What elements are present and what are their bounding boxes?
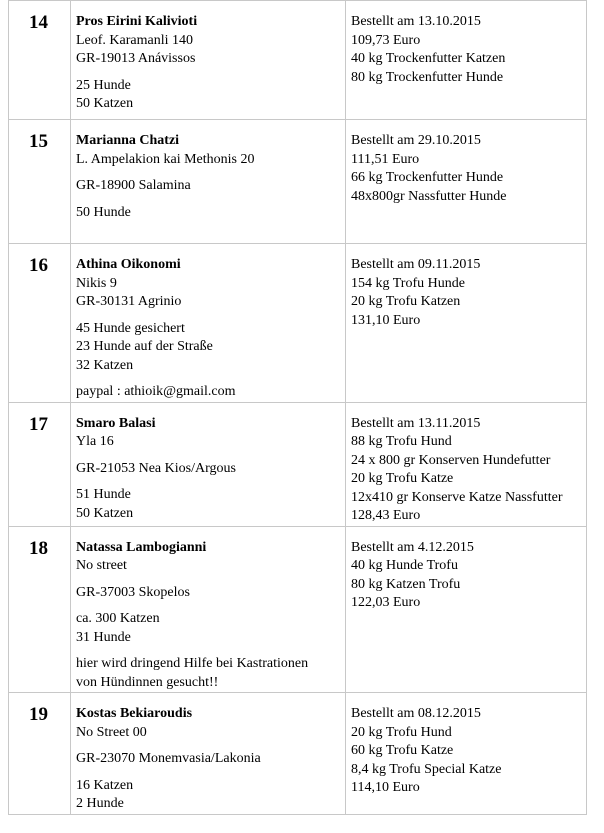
contact-name: Kostas Bekiaroudis	[76, 706, 193, 721]
entry-number: 15	[29, 131, 48, 152]
order-date: Bestellt am 08.12.2015	[351, 706, 481, 721]
street: L. Ampelakion kai Methonis 20	[76, 151, 255, 167]
order-line: 114,10 Euro	[351, 780, 420, 795]
entry-number: 19	[29, 704, 48, 725]
order-date: Bestellt am 4.12.2015	[351, 539, 474, 555]
order-cell	[346, 526, 587, 693]
address-cell	[71, 526, 346, 693]
animal-count: 32 Katzen	[76, 357, 134, 373]
paypal-note: paypal : athioik@gmail.com	[76, 384, 236, 399]
order-line: 154 kg Trofu Hunde	[351, 275, 465, 291]
entry-number: 16	[29, 255, 48, 276]
order-cell	[346, 1, 587, 120]
street: Leof. Karamanli 140	[76, 32, 194, 48]
order-line: 60 kg Trofu Katze	[351, 743, 454, 758]
entry-number-cell	[9, 402, 71, 526]
city: GR-18900 Salamina	[76, 178, 191, 193]
order-cell	[346, 693, 587, 815]
animal-count: 50 Katzen	[76, 505, 134, 521]
order-date: Bestellt am 09.11.2015	[351, 257, 481, 272]
animal-count: 16 Katzen	[76, 777, 134, 793]
help-note: von Hündinnen gesucht!!	[76, 674, 219, 690]
address-cell	[71, 1, 346, 120]
animal-count: ca. 300 Katzen	[76, 611, 160, 626]
animal-count: 50 Katzen	[76, 96, 134, 111]
street: Yla 16	[76, 434, 114, 449]
entry-number: 14	[29, 12, 48, 33]
entry-number: 17	[29, 413, 48, 435]
order-line: 8,4 kg Trofu Special Katze	[351, 761, 502, 777]
animal-count: 45 Hunde gesichert	[76, 320, 185, 336]
city: GR-23070 Monemvasia/Lakonia	[76, 751, 261, 766]
order-line: 12x410 gr Konserve Katze Nassfutter	[351, 489, 563, 505]
order-cell	[346, 244, 587, 403]
order-cell	[346, 120, 587, 244]
contact-name: Pros Eirini Kalivioti	[76, 14, 198, 29]
table-row	[9, 1, 587, 120]
table-row	[9, 244, 587, 403]
contact-name: Marianna Chatzi	[76, 133, 180, 148]
order-line: 40 kg Trockenfutter Katzen	[351, 51, 506, 66]
table-row	[9, 693, 587, 815]
address-cell	[71, 693, 346, 815]
address-cell	[71, 120, 346, 244]
contact-name: Athina Oikonomi	[76, 257, 181, 272]
animal-count: 31 Hunde	[76, 629, 131, 645]
animal-count: 23 Hunde auf der Straße	[76, 339, 213, 354]
order-line: 24 x 800 gr Konserven Hundefutter	[351, 452, 551, 468]
contact-name: Natassa Lambogianni	[76, 539, 207, 555]
entry-number-cell	[9, 244, 71, 403]
order-line: 122,03 Euro	[351, 595, 421, 610]
order-cell	[346, 402, 587, 526]
order-line: 111,51 Euro	[351, 151, 420, 167]
entry-number-cell	[9, 1, 71, 120]
entry-number-cell	[9, 526, 71, 693]
order-line: 128,43 Euro	[351, 508, 421, 523]
animal-count: 25 Hunde	[76, 77, 131, 93]
street: Nikis 9	[76, 275, 117, 291]
order-line: 88 kg Trofu Hund	[351, 434, 452, 449]
order-date: Bestellt am 13.10.2015	[351, 14, 481, 29]
order-date: Bestellt am 13.11.2015	[351, 415, 481, 431]
order-date: Bestellt am 29.10.2015	[351, 133, 481, 148]
city: GR-19013 Anávissos	[76, 51, 196, 66]
table-row	[9, 402, 587, 526]
animal-count: 2 Hunde	[76, 796, 124, 811]
city: GR-21053 Nea Kios/Argous	[76, 460, 236, 476]
order-line: 48x800gr Nassfutter Hunde	[351, 188, 507, 204]
order-line: 20 kg Trofu Katze	[351, 471, 454, 486]
city: GR-37003 Skopelos	[76, 584, 190, 600]
order-line: 20 kg Trofu Katzen	[351, 294, 461, 309]
help-note: hier wird dringend Hilfe bei Kastrationen	[76, 656, 309, 671]
address-cell	[71, 402, 346, 526]
order-line: 80 kg Katzen Trofu	[351, 576, 461, 592]
order-line: 131,10 Euro	[351, 312, 421, 328]
address-cell	[71, 244, 346, 403]
street: No Street 00	[76, 724, 147, 740]
order-line: 66 kg Trockenfutter Hunde	[351, 170, 504, 185]
order-line: 80 kg Trockenfutter Hunde	[351, 69, 504, 85]
records-table	[8, 0, 587, 815]
city: GR-30131 Agrinio	[76, 294, 182, 309]
animal-count: 51 Hunde	[76, 487, 131, 502]
entry-number-cell	[9, 693, 71, 815]
street: No street	[76, 558, 127, 573]
animal-count: 50 Hunde	[76, 204, 131, 220]
table-row	[9, 526, 587, 693]
order-line: 40 kg Hunde Trofu	[351, 558, 458, 573]
entry-number-cell	[9, 120, 71, 244]
order-line: 109,73 Euro	[351, 32, 421, 48]
entry-number: 18	[29, 537, 48, 559]
order-line: 20 kg Trofu Hund	[351, 724, 452, 740]
table-row	[9, 120, 587, 244]
contact-name: Smaro Balasi	[76, 415, 156, 431]
